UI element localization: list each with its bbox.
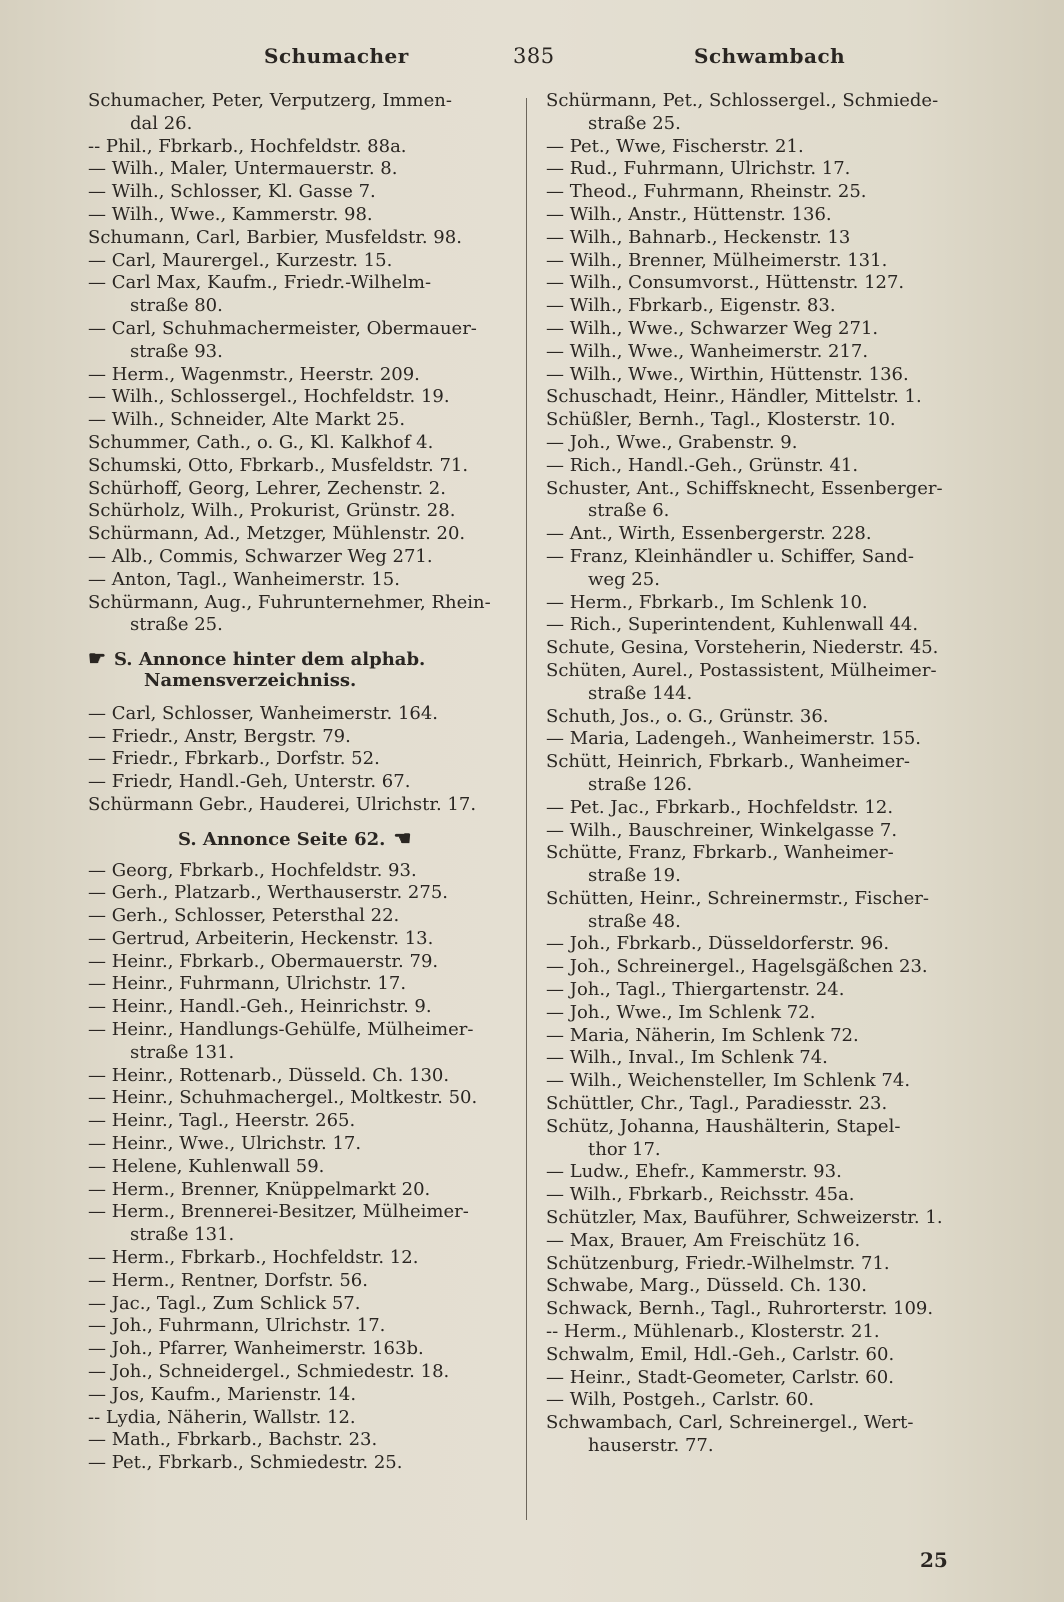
directory-line: — Joh., Fbrkarb., Düsseldorferstr. 96.: [546, 933, 890, 955]
directory-line: straße 6.: [588, 500, 670, 522]
directory-line: straße 25.: [588, 112, 681, 134]
directory-line: — Herm., Rentner, Dorfstr. 56.: [88, 1269, 368, 1291]
directory-line: Schüttler, Chr., Tagl., Paradiesstr. 23.: [546, 1093, 888, 1115]
directory-line: — Gerh., Schlosser, Petersthal 22.: [88, 905, 400, 927]
directory-line: — Wilh., Bauschreiner, Winkelgasse 7.: [546, 819, 898, 841]
directory-line: — Wilh., Wwe., Kammerstr. 98.: [88, 203, 373, 225]
signature-mark: 25: [920, 1548, 948, 1572]
annonce-2-text: S. Annonce Seite 62.: [178, 828, 386, 850]
directory-line: — Jos, Kaufm., Marienstr. 14.: [88, 1383, 357, 1405]
directory-line: Schützenburg, Friedr.-Wilhelmstr. 71.: [546, 1252, 890, 1274]
directory-line: — Heinr., Fbrkarb., Obermauerstr. 79.: [88, 950, 439, 972]
directory-line: — Joh., Schreinergel., Hagelsgäßchen 23.: [546, 956, 928, 978]
directory-line: — Rud., Fuhrmann, Ulrichstr. 17.: [546, 158, 851, 180]
directory-line: — Gertrud, Arbeiterin, Heckenstr. 13.: [88, 927, 434, 949]
directory-line: Schütt, Heinrich, Fbrkarb., Wanheimer-: [546, 751, 910, 773]
directory-line: hauserstr. 77.: [588, 1435, 714, 1457]
directory-line: — Wilh., Anstr., Hüttenstr. 136.: [546, 203, 832, 225]
directory-line: — Rich., Handl.-Geh., Grünstr. 41.: [546, 454, 859, 476]
directory-line: Schummer, Cath., o. G., Kl. Kalkhof 4.: [88, 431, 434, 453]
directory-line: — Franz, Kleinhändler u. Schiffer, Sand-: [546, 545, 915, 567]
annonce-1-line-1: S. Annonce hinter dem alphab.: [113, 649, 426, 671]
directory-line: Schütz, Johanna, Haushälterin, Stapel-: [546, 1115, 901, 1137]
directory-line: — Joh., Schneidergel., Schmiedestr. 18.: [88, 1361, 450, 1383]
directory-line: thor 17.: [588, 1138, 661, 1160]
directory-line: Schuth, Jos., o. G., Grünstr. 36.: [546, 705, 829, 727]
directory-line: straße 126.: [588, 773, 693, 795]
directory-line: — Pet. Jac., Fbrkarb., Hochfeldstr. 12.: [546, 796, 894, 818]
directory-line: Schuschadt, Heinr., Händler, Mittelstr. 1.: [546, 386, 922, 408]
directory-line: — Herm., Wagenmstr., Heerstr. 209.: [88, 363, 420, 385]
running-header: [0, 44, 1064, 84]
directory-line: Schürmann, Aug., Fuhrunternehmer, Rhein-: [88, 591, 491, 613]
directory-line: Schürmann, Ad., Metzger, Mühlenstr. 20.: [88, 523, 466, 545]
annonce-notice-2: [88, 827, 518, 850]
directory-line: — Carl, Maurergel., Kurzestr. 15.: [88, 249, 393, 271]
directory-line: Schwack, Bernh., Tagl., Ruhrorterstr. 109.: [546, 1298, 934, 1320]
directory-line: — Joh., Tagl., Thiergartenstr. 24.: [546, 979, 845, 1001]
right-entries: [546, 90, 986, 1458]
directory-line: — Math., Fbrkarb., Bachstr. 23.: [88, 1429, 378, 1451]
directory-line: — Rich., Superintendent, Kuhlenwall 44.: [546, 614, 919, 636]
directory-line: Schütten, Heinr., Schreinermstr., Fischer-: [546, 887, 929, 909]
left-entries-top: [88, 90, 518, 637]
directory-line: straße 131.: [130, 1041, 235, 1063]
directory-line: straße 48.: [588, 910, 681, 932]
page-number: 385: [513, 44, 555, 68]
directory-line: -- Lydia, Näherin, Wallstr. 12.: [88, 1406, 356, 1428]
directory-line: — Wilh., Wwe., Schwarzer Weg 271.: [546, 317, 879, 339]
directory-line: — Heinr., Stadt-Geometer, Carlstr. 60.: [546, 1366, 894, 1388]
directory-line: — Wilh., Consumvorst., Hüttenstr. 127.: [546, 272, 905, 294]
directory-line: — Heinr., Wwe., Ulrichstr. 17.: [88, 1133, 362, 1155]
directory-line: — Herm., Fbrkarb., Hochfeldstr. 12.: [88, 1247, 419, 1269]
directory-line: — Wilh., Bahnarb., Heckenstr. 13: [546, 226, 851, 248]
annonce-notice-1: [88, 647, 518, 670]
directory-line: — Ludw., Ehefr., Kammerstr. 93.: [546, 1161, 842, 1183]
directory-line: — Heinr., Schuhmachergel., Moltkestr. 50.: [88, 1087, 478, 1109]
directory-line: — Georg, Fbrkarb., Hochfeldstr. 93.: [88, 859, 417, 881]
directory-line: — Joh., Wwe., Im Schlenk 72.: [546, 1001, 816, 1023]
right-column: [546, 90, 986, 1458]
directory-line: Schüten, Aurel., Postassistent, Mülheimer-: [546, 659, 937, 681]
directory-line: Schwambach, Carl, Schreinergel., Wert-: [546, 1412, 914, 1434]
directory-line: — Heinr., Rottenarb., Düsseld. Ch. 130.: [88, 1064, 450, 1086]
directory-line: Schürmann, Pet., Schlossergel., Schmiede-: [546, 90, 939, 111]
directory-line: — Friedr., Anstr, Bergstr. 79.: [88, 725, 351, 747]
directory-line: straße 25.: [130, 614, 223, 636]
directory-line: Schütte, Franz, Fbrkarb., Wanheimer-: [546, 842, 894, 864]
directory-line: — Joh., Wwe., Grabenstr. 9.: [546, 431, 798, 453]
directory-line: — Jac., Tagl., Zum Schlick 57.: [88, 1292, 361, 1314]
directory-line: — Herm., Fbrkarb., Im Schlenk 10.: [546, 591, 868, 613]
directory-line: -- Herm., Mühlenarb., Klosterstr. 21.: [546, 1321, 880, 1343]
directory-line: Schützler, Max, Bauführer, Schweizerstr. 1.: [546, 1207, 943, 1229]
directory-line: weg 25.: [588, 568, 660, 590]
directory-line: — Helene, Kuhlenwall 59.: [88, 1155, 325, 1177]
directory-line: Schwalm, Emil, Hdl.-Geh., Carlstr. 60.: [546, 1343, 895, 1365]
left-column: [88, 90, 518, 1475]
directory-line: -- Phil., Fbrkarb., Hochfeldstr. 88a.: [88, 135, 407, 157]
directory-line: — Wilh., Maler, Untermauerstr. 8.: [88, 158, 398, 180]
directory-line: Schürholz, Wilh., Prokurist, Grünstr. 28.: [88, 500, 456, 522]
directory-line: Schüßler, Bernh., Tagl., Klosterstr. 10.: [546, 409, 896, 431]
directory-line: Schumski, Otto, Fbrkarb., Musfeldstr. 71.: [88, 454, 469, 476]
directory-line: — Wilh., Schlosser, Kl. Gasse 7.: [88, 181, 376, 203]
directory-line: — Joh., Pfarrer, Wanheimerstr. 163b.: [88, 1338, 424, 1360]
directory-line: — Wilh, Postgeh., Carlstr. 60.: [546, 1389, 815, 1411]
directory-line: Schute, Gesina, Vorsteherin, Niederstr. 45.: [546, 637, 939, 659]
column-divider: [526, 98, 527, 1520]
directory-line: — Anton, Tagl., Wanheimerstr. 15.: [88, 568, 400, 590]
directory-line: — Wilh., Wwe., Wirthin, Hüttenstr. 136.: [546, 363, 909, 385]
directory-line: — Friedr., Fbrkarb., Dorfstr. 52.: [88, 748, 380, 770]
directory-line: — Wilh., Wwe., Wanheimerstr. 217.: [546, 340, 869, 362]
directory-line: — Carl, Schlosser, Wanheimerstr. 164.: [88, 702, 439, 724]
directory-line: — Heinr., Handlungs-Gehülfe, Mülheimer-: [88, 1019, 474, 1041]
directory-line: Schürmann Gebr., Hauderei, Ulrichstr. 17.: [88, 793, 477, 815]
left-entries-bottom: [88, 860, 518, 1476]
directory-line: — Wilh., Schlossergel., Hochfeldstr. 19.: [88, 386, 450, 408]
directory-line: — Friedr, Handl.-Geh, Unterstr. 67.: [88, 771, 411, 793]
directory-line: straße 144.: [588, 682, 693, 704]
directory-line: — Heinr., Fuhrmann, Ulrichstr. 17.: [88, 973, 407, 995]
directory-line: — Pet., Fbrkarb., Schmiedestr. 25.: [88, 1452, 403, 1474]
directory-line: — Wilh., Fbrkarb., Reichsstr. 45a.: [546, 1184, 855, 1206]
directory-line: Schumann, Carl, Barbier, Musfeldstr. 98.: [88, 226, 462, 248]
directory-line: — Maria, Näherin, Im Schlenk 72.: [546, 1024, 859, 1046]
directory-line: Schwabe, Marg., Düsseld. Ch. 130.: [546, 1275, 867, 1297]
directory-line: — Wilh., Brenner, Mülheimerstr. 131.: [546, 249, 888, 271]
left-entries-middle: [88, 703, 518, 817]
directory-line: — Carl Max, Kaufm., Friedr.-Wilhelm-: [88, 272, 432, 294]
directory-line: — Wilh., Weichensteller, Im Schlenk 74.: [546, 1070, 911, 1092]
directory-line: Schürhoff, Georg, Lehrer, Zechenstr. 2.: [88, 477, 446, 499]
directory-line: straße 80.: [130, 295, 223, 317]
directory-line: straße 93.: [130, 340, 223, 362]
directory-line: Schuster, Ant., Schiffsknecht, Essenberger-: [546, 477, 943, 499]
directory-line: — Wilh., Fbrkarb., Eigenstr. 83.: [546, 295, 836, 317]
directory-line: straße 131.: [130, 1224, 235, 1246]
directory-line: — Theod., Fuhrmann, Rheinstr. 25.: [546, 181, 867, 203]
directory-line: — Carl, Schuhmachermeister, Obermauer-: [88, 317, 477, 339]
directory-line: — Heinr., Tagl., Heerstr. 265.: [88, 1110, 356, 1132]
directory-line: — Maria, Ladengeh., Wanheimerstr. 155.: [546, 728, 922, 750]
directory-line: — Wilh., Schneider, Alte Markt 25.: [88, 409, 406, 431]
directory-line: straße 19.: [588, 865, 681, 887]
pointing-hand-left-icon: ☚: [393, 825, 412, 850]
directory-line: — Wilh., Inval., Im Schlenk 74.: [546, 1047, 828, 1069]
annonce-1-line-2: Namensverzeichniss.: [144, 669, 357, 691]
directory-line: — Pet., Wwe, Fischerstr. 21.: [546, 135, 804, 157]
directory-line: — Herm., Brennerei-Besitzer, Mülheimer-: [88, 1201, 469, 1223]
directory-line: — Herm., Brenner, Knüppelmarkt 20.: [88, 1178, 431, 1200]
directory-line: Schumacher, Peter, Verputzerg, Immen-: [88, 90, 452, 111]
directory-line: — Joh., Fuhrmann, Ulrichstr. 17.: [88, 1315, 386, 1337]
directory-line: dal 26.: [130, 112, 193, 134]
header-left-keyword: Schumacher: [264, 44, 409, 68]
directory-line: — Ant., Wirth, Essenbergerstr. 228.: [546, 523, 872, 545]
directory-line: — Alb., Commis, Schwarzer Weg 271.: [88, 545, 433, 567]
directory-line: — Max, Brauer, Am Freischütz 16.: [546, 1229, 861, 1251]
header-right-keyword: Schwambach: [694, 44, 846, 68]
pointing-hand-icon: ☛: [88, 646, 106, 671]
directory-line: — Gerh., Platzarb., Werthauserstr. 275.: [88, 882, 449, 904]
directory-line: — Heinr., Handl.-Geh., Heinrichstr. 9.: [88, 996, 432, 1018]
